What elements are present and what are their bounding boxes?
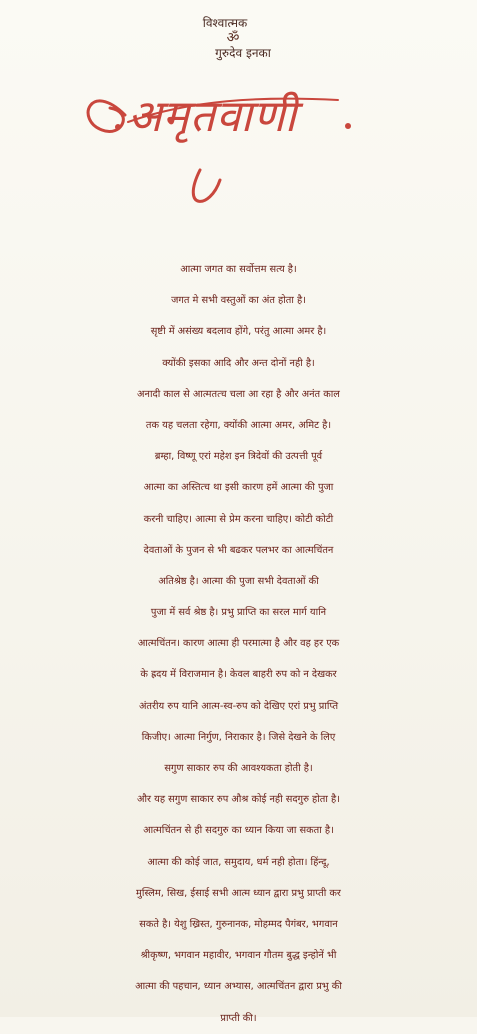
header-subtitle: गुरुदेव इनका	[215, 46, 271, 60]
verse-line: तक यह चलता रहेगा, क्योंकी आत्मा अमर, अमिट है।	[145, 419, 332, 431]
verse-line: क्योंकी इसका आदि और अन्त दोनों नही है।	[162, 357, 315, 369]
verse-line: सकते है। येशु ख्रिस्त, गुरुनानक, मोहम्मद पैगंबर, भगवान	[139, 918, 338, 930]
verse-line: देवताओं के पुजन से भी बढकर पलभर का आत्मचिंतन	[143, 544, 334, 556]
verse-text	[0, 254, 477, 1034]
verse-line: आत्मा का अस्तित्च था इसी कारण हमें आत्मा की पुजा	[143, 482, 334, 494]
verse-line: के ह्रदय में विराजमान है। केवल बाहरी रुप को न देखकर	[140, 669, 337, 681]
header-title-top: विश्वात्मक	[202, 16, 248, 30]
verse-line: अनादी काल से आत्मतत्च चला आ रहा है और अनंत काल	[137, 388, 340, 400]
verse-line: अतिश्रेष्ठ है। आत्मा की पुजा सभी देवताओं की	[158, 575, 319, 587]
verse-line: आत्मा की पहचान, ध्यान अभ्यास, आत्मचिंतन द्वारा प्रभु की	[135, 981, 342, 993]
verse-line: जगत मे सभी वस्तुओं का अंत होता है।	[171, 295, 306, 307]
verse-line: सृष्टी में असंख्य बदलाव होंगे, परंतु आत्मा अमर है।	[150, 326, 327, 338]
om-symbol: ॐ	[226, 30, 240, 46]
verse-line: आत्मचिंतन। कारण आत्मा ही परमात्मा है और वह हर एक	[137, 638, 340, 650]
verse-line: आत्मा जगत का सर्वोत्तम सत्य है।	[180, 264, 297, 275]
verse-line: श्रीकृष्ण, भगवान महावीर, भगवान गौतम बुद्ध इन्होनें भी	[140, 950, 337, 962]
verse-line: आत्मचिंतन से ही सदगुरु का ध्यान किया जा सकता है।	[143, 825, 334, 837]
verse-line: ब्रम्हा, विष्णू एरां महेश इन त्रिदेवों की उत्पत्ती पूर्व	[154, 451, 323, 463]
verse-line: और यह सगुण साकार रुप औश्र कोई नही सदगुरु होता है।	[137, 794, 340, 806]
verse-line: मुस्लिम, सिख, ईसाई सभी आत्म ध्यान द्वारा प्रभु प्राप्ती कर	[136, 887, 341, 899]
verse-line: प्राप्ती की।	[220, 1012, 257, 1024]
logo-text: अमृतवाणी	[128, 91, 298, 142]
verse-line: अंतरीय रुप यानि आत्म-स्व-रुप को देखिए एरां प्रभु प्राप्ति	[138, 700, 339, 712]
verse-line: पुजा में सर्व श्रेष्ठ है। प्रभु प्राप्ति का सरल मार्ग यानि	[150, 607, 327, 619]
verse-line: आत्मा की कोई जात, समुदाय, धर्म नही होता। हिंन्दू,	[147, 856, 330, 868]
verse-line: किजीए। आत्मा निर्गुण, निराकार है। जिसे देखने के लिए	[141, 731, 336, 743]
verse-line: सगुण साकार रुप की आवश्यकता होती है।	[164, 763, 313, 774]
verse-line: करनी चाहिए। आत्मा से प्रेम करना चाहिए। कोटी कोटी	[143, 513, 334, 525]
